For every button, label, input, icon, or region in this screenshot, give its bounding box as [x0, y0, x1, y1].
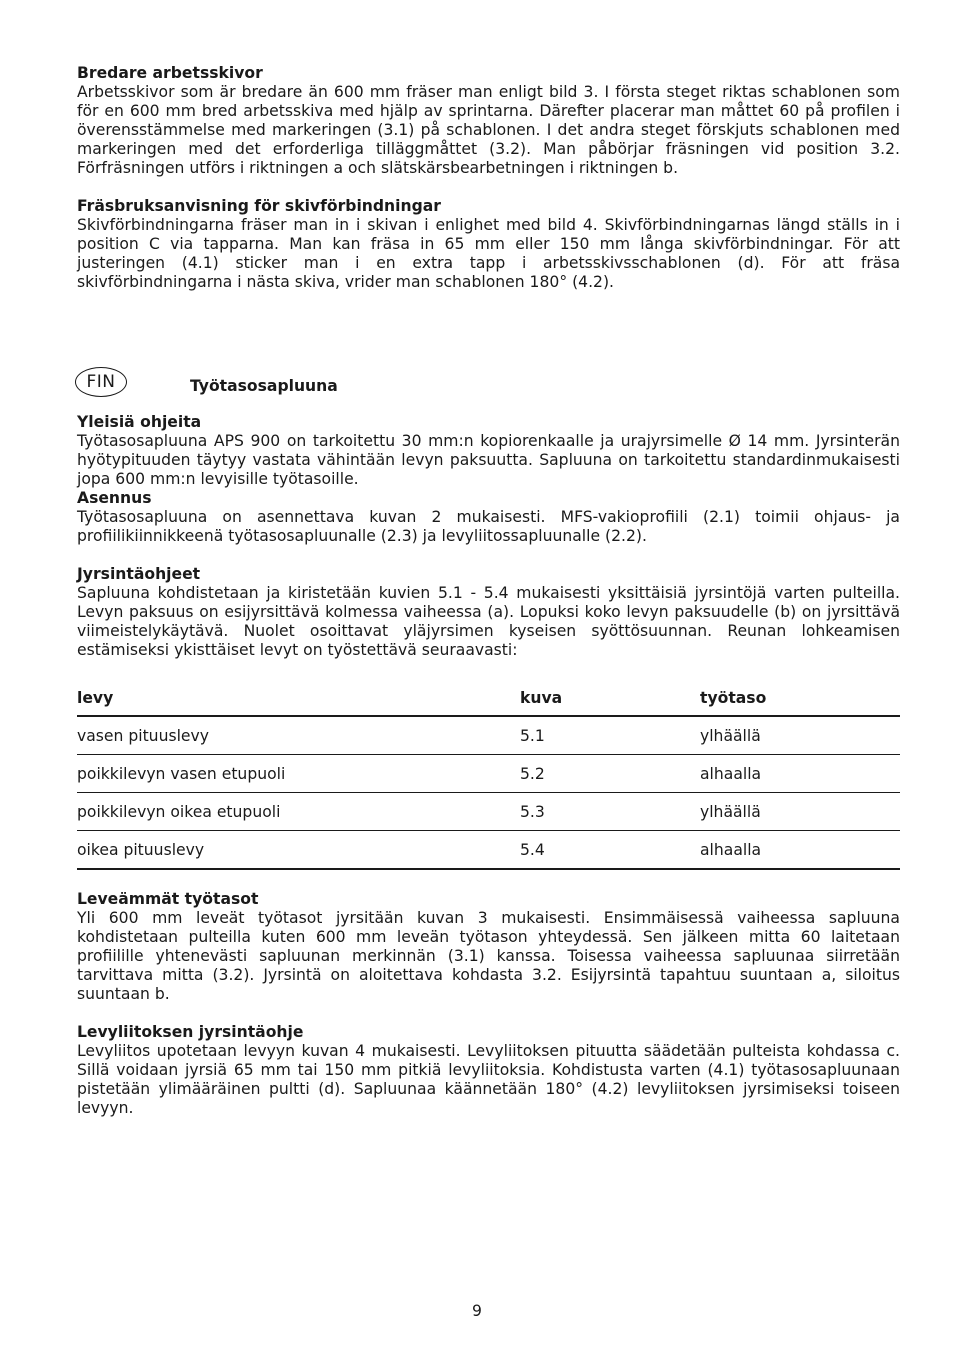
table-cell: oikea pituuslevy: [77, 831, 520, 870]
paragraph-wider: Yli 600 mm leveät työtasot jyrsitään kuvan 3 mukaisesti. Ensimmäisessä vaiheessa sapluuna kohdistetaan pulteilla kuten 600 mm leveän työtason yhteydessä. Sen jälkeen mitta 60 laitetaan profiilille yhtenevästi sapluunan merkinnän (3.1) kanssa. Toisessa vaiheessa sapluunaa siirretään tarvittava mitta (3.2). Jyrsintä on aloitettava kohdasta 3.2. Esijyrsintä tapahtuu suuntaan a, siloitus suuntaan b.: [77, 909, 900, 1003]
section-heading-general: Yleisiä ohjeita: [77, 413, 202, 431]
section-heading-frasbruk: Fräsbruksanvisning för skivförbindningar: [77, 197, 441, 215]
table-cell: poikkilevyn oikea etupuoli: [77, 793, 520, 831]
section-heading-install: Asennus: [77, 489, 152, 507]
fin-header: [77, 367, 900, 403]
paragraph-frasbruk: Skivförbindningarna fräser man in i skivan i enlighet med bild 4. Skivförbindningarnas längd ställs in i position C via tapparna. Man kan fräsa in 65 mm eller 150 mm långa skivförbindningar. För att justeringen (4.1) sticker man i en extra tapp i arbetsskivsschablonen (d). För att fräsa skivförbindningarna i nästa skiva, vrider man schablonen 180° (4.2).: [77, 216, 900, 291]
table-row: [77, 755, 900, 793]
table-cell: 5.1: [520, 716, 700, 755]
paragraph-milling: Sapluuna kohdistetaan ja kiristetään kuvien 5.1 - 5.4 mukaisesti yksittäisiä jyrsintöjä varten pulteilla. Levyn paksuus on esijyrsittävä kolmessa vaiheessa (a). Lopuksi koko levyn paksuudelle (b) on jyrsittävä viimeistelykäytävä. Nuolet osoittavat yläjyrsimen kyseisen syöttösuunnan. Reunan lohkeamisen estämiseksi ykisttäiset levyt on työstettävä seuraavasti:: [77, 584, 900, 659]
section-heading-bredare: Bredare arbetsskivor: [77, 64, 263, 82]
table-row: [77, 793, 900, 831]
fin-title: Työtasosapluuna: [190, 377, 338, 395]
table-cell: 5.4: [520, 831, 700, 870]
section-heading-milling: Jyrsintäohjeet: [77, 565, 201, 583]
page-number: 9: [472, 1302, 482, 1320]
milling-table: [77, 680, 900, 870]
table-row: [77, 716, 900, 755]
paragraph-bredare: Arbetsskivor som är bredare än 600 mm fräser man enligt bild 3. I första steget riktas schablonen som för en 600 mm bred arbetsskiva med hjälp av sprintarna. Därefter placerar man måttet 60 på profilen i överensstämmelse med markeringen (3.1) på schablonen. I det andra steget förskjuts schablonen med markeringen med det erforderliga tilläggmåttet (3.2). Man påbörjar fräsningen vid position 3.2. Förfräsningen utförs i riktningen a och slätskärsbearbetningen i riktningen b.: [77, 83, 900, 177]
table-cell: alhaalla: [700, 831, 900, 870]
table-cell: poikkilevyn vasen etupuoli: [77, 755, 520, 793]
table-row: [77, 831, 900, 870]
paragraph-joint: Levyliitos upotetaan levyyn kuvan 4 mukaisesti. Levyliitoksen pituutta säädetään pulteista kohdassa c. Sillä voidaan jyrsiä 65 mm tai 150 mm pitkiä levyliitoksia. Kohdistusta varten (4.1) työtasosapluunaan pistetään ylimääräinen pultti (d). Sapluunaa käännetään 180° (4.2) levyliitoksen jyrsimiseksi toiseen levyyn.: [77, 1042, 900, 1117]
language-badge-fin: FIN: [75, 367, 127, 397]
document-page: [77, 64, 900, 1118]
table-cell: ylhäällä: [700, 716, 900, 755]
table-header-levy: levy: [77, 680, 520, 716]
paragraph-install: Työtasosapluuna on asennettava kuvan 2 mukaisesti. MFS-vakioprofiili (2.1) toimii ohjaus- ja profiilikiinnikkeenä työtasosapluunalle (2.3) ja levyliitossapluunalle (2.2).: [77, 508, 900, 545]
table-header-row: [77, 680, 900, 716]
table-cell: alhaalla: [700, 755, 900, 793]
table-header-tyotaso: työtaso: [700, 680, 900, 716]
section-heading-joint: Levyliitoksen jyrsintäohje: [77, 1023, 304, 1041]
section-heading-wider: Leveämmät työtasot: [77, 890, 259, 908]
table-cell: 5.2: [520, 755, 700, 793]
table-cell: vasen pituuslevy: [77, 716, 520, 755]
table-cell: ylhäällä: [700, 793, 900, 831]
paragraph-general: Työtasosapluuna APS 900 on tarkoitettu 30 mm:n kopiorenkaalle ja urajyrsimelle Ø 14 mm. Jyrsinterän hyötypituuden täytyy vastata vähintään levyn paksuutta. Sapluuna on tarkoitettu standardinmukaisesti jopa 600 mm:n levyisille työtasoille.: [77, 432, 900, 488]
table-header-kuva: kuva: [520, 680, 700, 716]
table-cell: 5.3: [520, 793, 700, 831]
